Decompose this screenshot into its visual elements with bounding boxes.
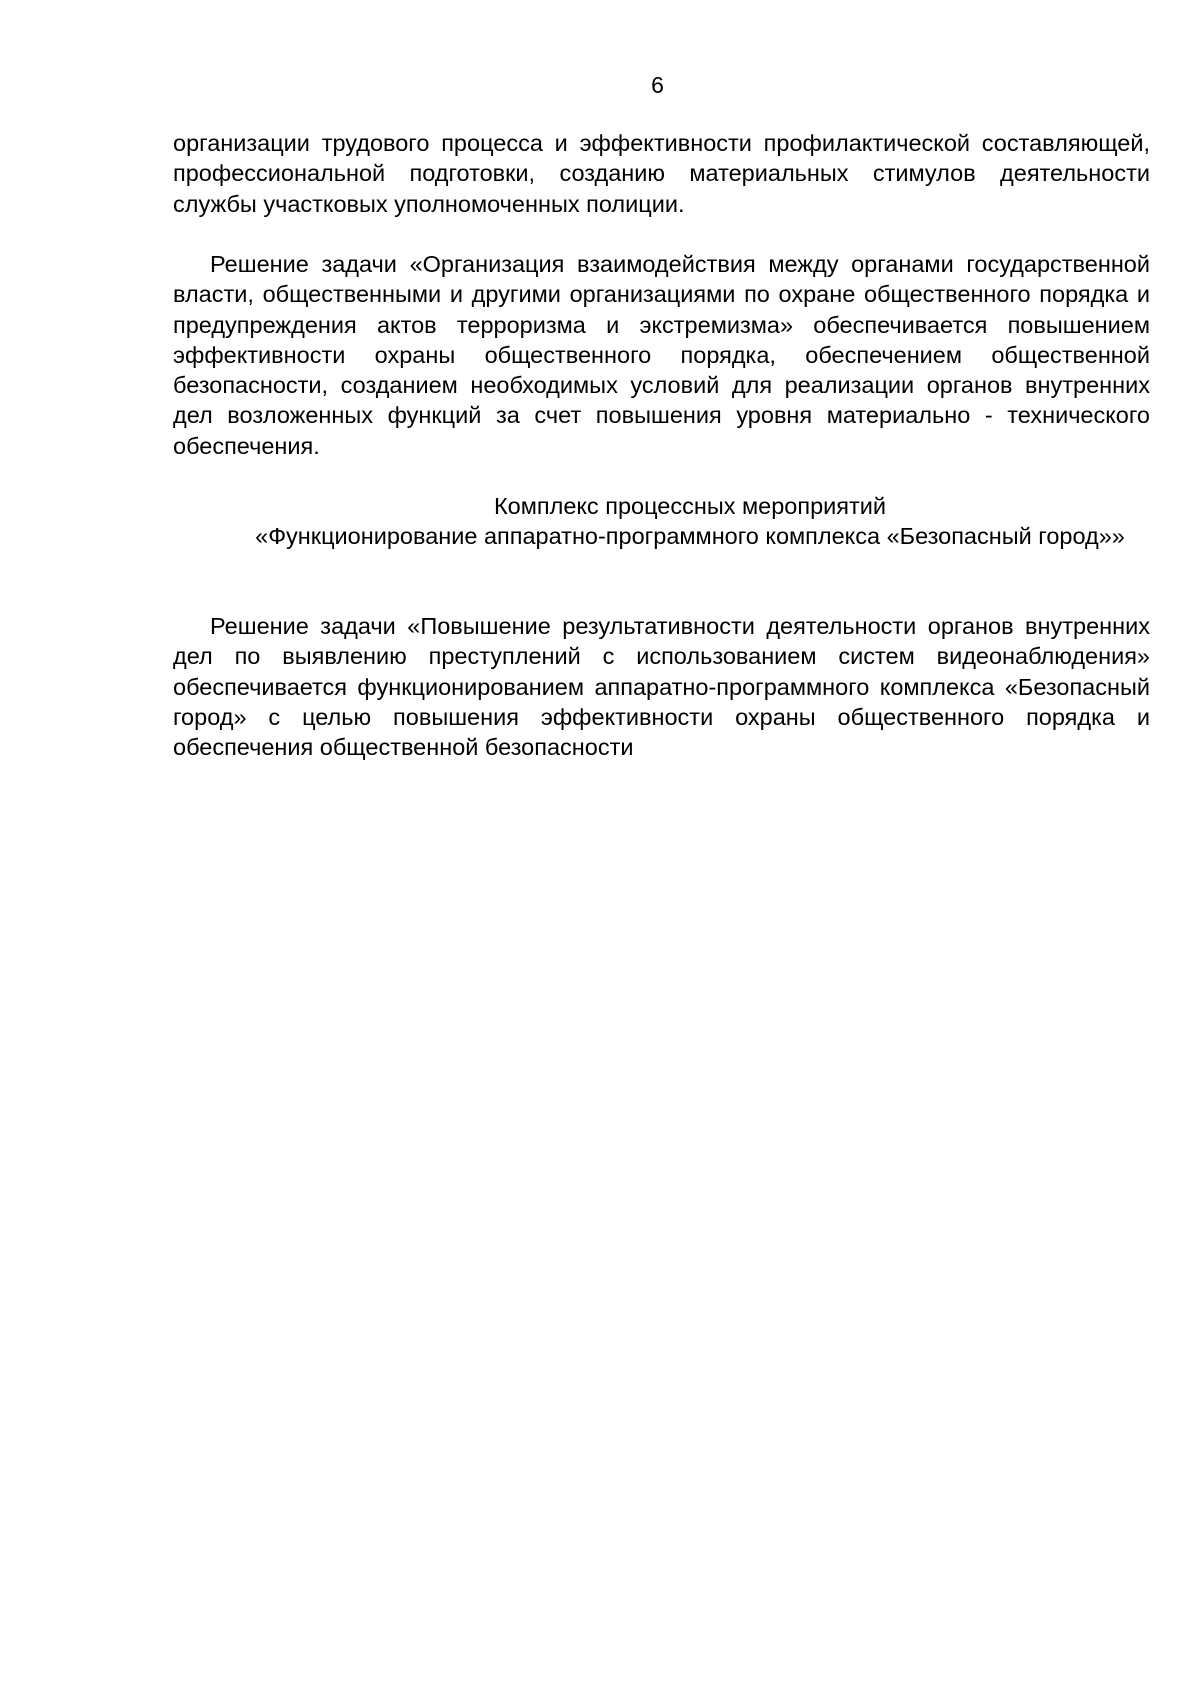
- paragraph-text: организации трудового процесса и эффективности профилактической составляющей, профессиональной подготовки, созданию материальных стимулов деятельности службы участковых уполномоченных полиции.: [173, 130, 1150, 217]
- section-heading: [230, 491, 1150, 552]
- page-number: 6: [651, 72, 664, 98]
- paragraph-continuation: [173, 128, 1150, 219]
- paragraph-text: Решение задачи «Организация взаимодействия между органами государственной власти, общественными и другими организациями по охране общественного порядка и предупреждения актов терроризма и экстремизма» обеспечивается повышением эффективности охраны общественного порядка, обеспечением общественной безопасности, созданием необходимых условий для реализации органов внутренних дел возложенных функций за счет повышения уровня материально - технического обеспечения.: [173, 251, 1150, 459]
- paragraph-organization-task: [173, 249, 1150, 461]
- section-heading-line-1: Комплекс процессных мероприятий: [493, 493, 887, 519]
- paragraph-text: Решение задачи «Повышение результативности деятельности органов внутренних дел по выявлению преступлений с использованием систем видеонаблюдения» обеспечивается функционированием аппаратно-программного комплекса «Безопасный город» с целью повышения эффективности охраны общественного порядка и обеспечения общественной безопасности: [173, 613, 1150, 761]
- paragraph-safe-city-task: [173, 611, 1150, 762]
- section-heading-line-2: «Функционирование аппаратно-программного комплекса «Безопасный город»»: [255, 523, 1125, 550]
